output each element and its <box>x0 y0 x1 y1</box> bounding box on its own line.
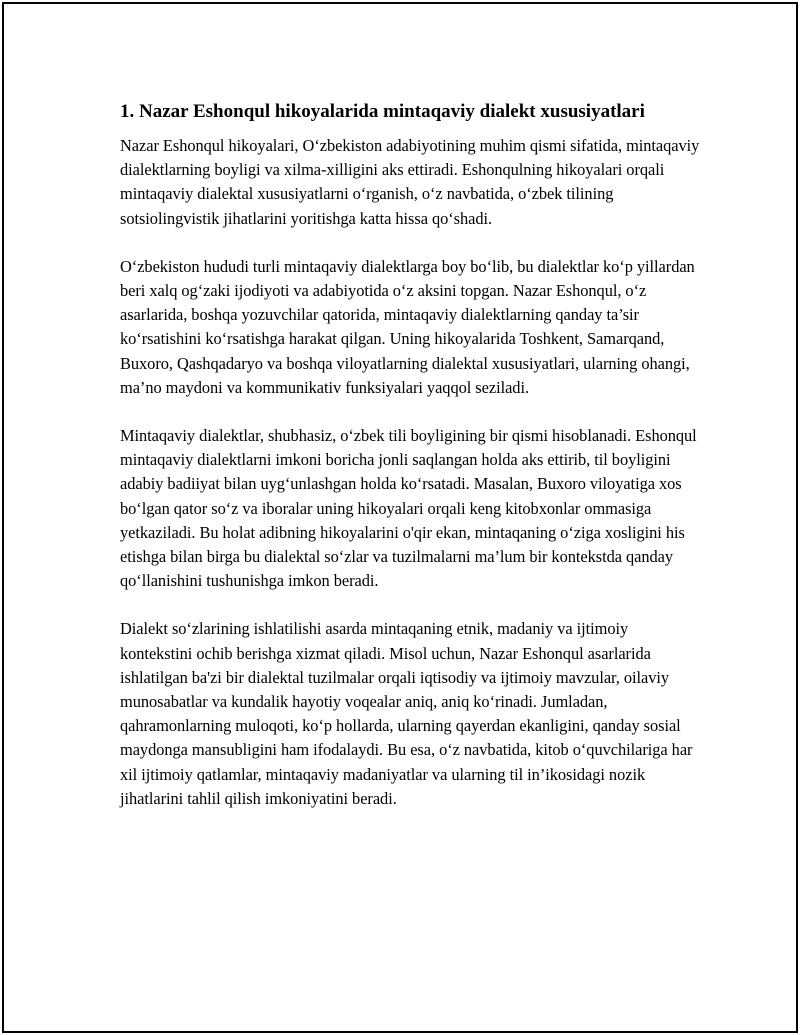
document-body <box>120 98 704 811</box>
paragraph-4: Dialekt so‘zlarining ishlatilishi asarda mintaqaning etnik, madaniy va ijtimoiy kontekstini ochib berishga xizmat qiladi. Misol uchun, Nazar Eshonqul asarlarida ishlatilgan ba'zi bir dialektal tuzilmalar orqali iqtisodiy va ijtimoiy mavzular, oilaviy munosabatlar va kundalik hayotiy voqealar aniq, aniq ko‘rinadi. Jumladan, qahramonlarning muloqoti, ko‘p hollarda, ularning qayerdan ekanligini, qanday sosial maydonga mansubligini ham ifodalaydi. Bu esa, o‘z navbatida, kitob o‘quvchilariga har xil ijtimoiy qatlamlar, mintaqaviy madaniyatlar va ularning til in’ikosidagi nozik jihatlarini tahlil qilish imkoniyatini beradi. <box>120 619 693 808</box>
page-frame <box>2 2 798 1033</box>
paragraph-2: O‘zbekiston hududi turli mintaqaviy dialektlarga boy bo‘lib, bu dialektlar ko‘p yillardan beri xalq og‘zaki ijodiyoti va adabiyotida o‘z aksini topgan. Nazar Eshonqul, o‘z asarlarida, boshqa yozuvchilar qatorida, mintaqaviy dialektlarning qanday ta’sir ko‘rsatishini ko‘rsatishga harakat qilgan. Uning hikoyalarida Toshkent, Samarqand, Buxoro, Qashqadaryo va boshqa viloyatlarning dialektal xususiyatlari, ularning ohangi, ma’no maydoni va kommunikativ funksiyalari yaqqol seziladi. <box>120 256 695 397</box>
paragraph-3: Mintaqaviy dialektlar, shubhasiz, o‘zbek tili boyligining bir qismi hisoblanadi. Eshonqul mintaqaviy dialektlarni imkoni boricha jonli saqlangan holda aks ettirib, til boyligini adabiy badiiyat bilan uyg‘unlashgan holda ko‘rsatadi. Masalan, Buxoro viloyatiga xos bo‘lgan qator so‘z va iboralar uning hikoyalari orqali keng kitobxonlar ommasiga yetkaziladi. Bu holat adibning hikoyalarini o'qir ekan, mintaqaning o‘ziga xosligini his etishga bilan birga bu dialektal so‘zlar va tuzilmalarni ma’lum bir kontekstda qanday qo‘llanishini tushunishga imkon beradi. <box>120 426 697 591</box>
paragraph-1: Nazar Eshonqul hikoyalari, O‘zbekiston adabiyotining muhim qismi sifatida, mintaqaviy dialektlarning boyligi va xilma-xilligini aks ettiradi. Eshonqulning hikoyalari orqali mintaqaviy dialektal xususiyatlarni o‘rganish, o‘z navbatida, o‘zbek tilining sotsiolingvistik jihatlarini yoritishga katta hissa qo‘shadi. <box>120 136 700 228</box>
section-heading: 1. Nazar Eshonqul hikoyalarida mintaqaviy dialekt xususiyatlari <box>120 101 645 122</box>
